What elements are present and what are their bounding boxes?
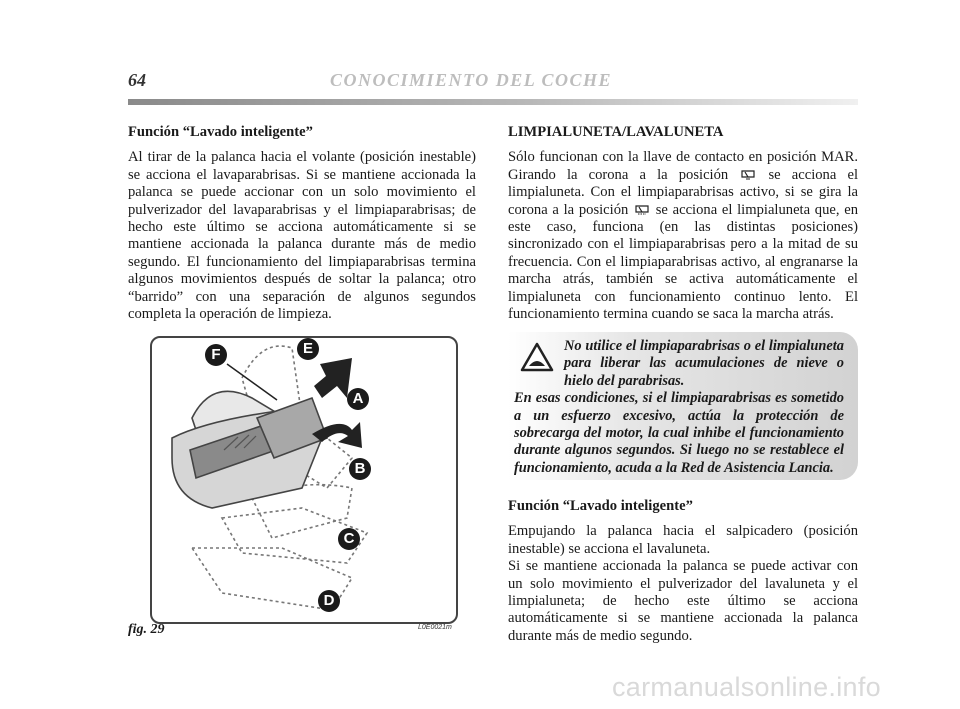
rear-wiper-icon bbox=[741, 169, 755, 180]
figure-label-f: F bbox=[205, 344, 227, 366]
figure-label-b: B bbox=[349, 458, 371, 480]
section-heading: Función “Lavado inteligente” bbox=[508, 498, 693, 514]
text-run: se acciona el limpialuneta que, en este caso, funciona (en las distintas posiciones) sincronizado con el limpiaparabrisas pero a la mitad de su frecuencia. Con el limpiaparabrisas activo, al engranarse la marcha atrás, también se activa automáticamente el limpialuneta con funcionamiento continuo lento. El funcionamiento termina cuando se saca la marcha atrás. bbox=[508, 201, 858, 323]
figure-label-e: E bbox=[297, 338, 319, 360]
warning-text-rest: En esas condiciones, si el limpiaparabrisas es sometido a un esfuerzo excesivo, actúa la protección de sobrecarga del motor, la cual inhibe el funcionamiento durante algunos segundos. Si luego no se restablece el funcionamiento, acuda a la Red de Asistencia Lancia. bbox=[514, 390, 844, 476]
figure-label-c: C bbox=[338, 528, 360, 550]
arrow-up-icon bbox=[314, 358, 352, 398]
warning-box bbox=[508, 332, 858, 480]
right-column bbox=[508, 124, 858, 323]
text-run: Sólo funcionan con la llave de contacto en posición MAR. Girando la corona a la posición bbox=[508, 149, 858, 183]
left-column bbox=[128, 124, 476, 323]
figure-wiper-stalk bbox=[150, 336, 458, 624]
body-paragraph: Al tirar de la palanca hacia el volante (posición inestable) se acciona el lavaparabrisas. Si se mantiene accionada la palanca se puede accionar con un solo movimiento el pulverizador del lavaparabrisas y el limpiaparabrisas; de hecho este último se acciona automáticamente si se mantiene accionada la palanca durante más de medio segundo. El funcionamiento del limpiaparabrisas termina algunos movimientos después de soltar la palanca; otro “barrido” con una separación de algunos segundos completa la operación de limpieza. bbox=[128, 149, 476, 323]
rear-washer-icon bbox=[635, 204, 649, 215]
header-rule bbox=[128, 99, 858, 105]
body-paragraph bbox=[508, 149, 858, 323]
body-paragraph: Empujando la palanca hacia el salpicadero (posición inestable) se acciona el lavaluneta. bbox=[508, 523, 858, 557]
figure-label-a: A bbox=[347, 388, 369, 410]
rear-washer-section bbox=[508, 498, 858, 645]
watermark: carmanualsonline.info bbox=[612, 672, 881, 702]
figure-code: L0E0021m bbox=[418, 624, 452, 631]
warning-text bbox=[514, 338, 844, 477]
body-paragraph: Si se mantiene accionada la palanca se puede activar con un solo movimiento el pulverizador del lavaluneta y el limpialuneta; de hecho este último se acciona automáticamente si se mantiene accionada la palanca durante más de medio segundo. bbox=[508, 558, 858, 644]
text-run: se acciona el limpialuneta. Con el limpiaparabrisas activo, si se gira la corona a la posición bbox=[508, 166, 859, 218]
wiper-stalk-illustration bbox=[152, 338, 456, 622]
page-number: 64 bbox=[128, 70, 146, 90]
section-heading: LIMPIALUNETA/LAVALUNETA bbox=[508, 124, 724, 140]
section-heading: Función “Lavado inteligente” bbox=[128, 124, 313, 140]
warning-text-first: No utilice el limpiaparabrisas o el limpialuneta para liberar las acumulaciones de nieve o hielo del parabrisas. bbox=[564, 338, 844, 389]
figure-label-d: D bbox=[318, 590, 340, 612]
page-header-title: CONOCIMIENTO DEL COCHE bbox=[330, 70, 613, 90]
figure-caption: fig. 29 bbox=[128, 622, 165, 637]
